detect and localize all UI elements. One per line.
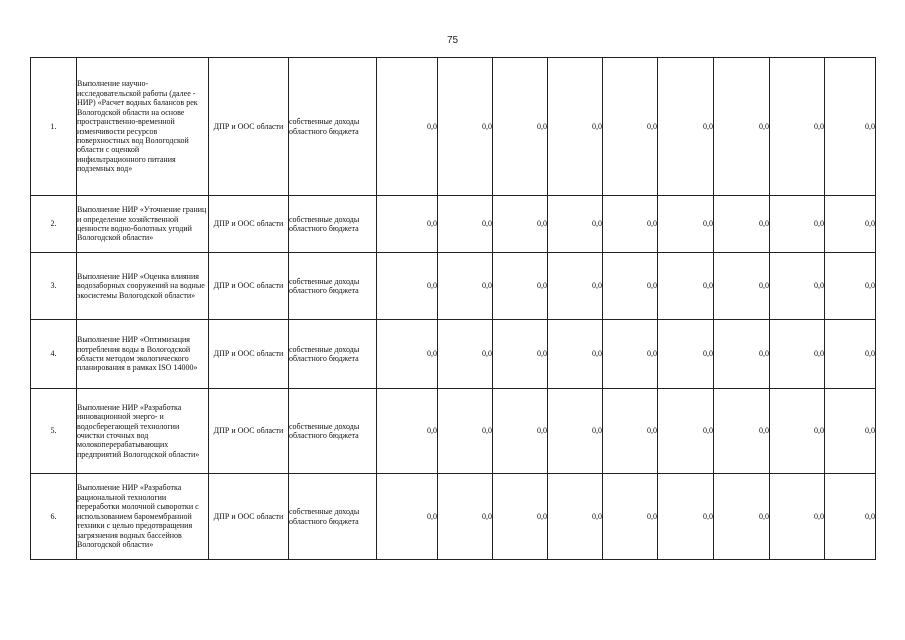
value-cell: 0,0 xyxy=(377,474,438,560)
value-cell: 0,0 xyxy=(493,253,548,320)
value-cell: 0,0 xyxy=(377,389,438,474)
table-row xyxy=(31,320,876,389)
value-cell: 0,0 xyxy=(377,196,438,253)
value-cell: 0,0 xyxy=(770,196,825,253)
measure-name: Выполнение НИР «Разработка инновационной энерго- и водосберегающей технологии очистки сточных вод молокоперерабатывающих предприятий Вологодской области» xyxy=(77,389,209,474)
value-cell: 0,0 xyxy=(438,474,493,560)
value-cell: 0,0 xyxy=(603,320,658,389)
table-row xyxy=(31,253,876,320)
value-cell: 0,0 xyxy=(658,58,714,196)
executor-cell: ДПР и ООС области xyxy=(209,196,289,253)
table-row xyxy=(31,389,876,474)
value-cell: 0,0 xyxy=(603,474,658,560)
value-cell: 0,0 xyxy=(825,253,876,320)
value-cell: 0,0 xyxy=(770,474,825,560)
funding-source-cell: собственные доходы областного бюджета xyxy=(289,474,377,560)
value-cell: 0,0 xyxy=(603,58,658,196)
executor-cell: ДПР и ООС области xyxy=(209,320,289,389)
measure-name: Выполнение научно-исследовательской работы (далее - НИР) «Расчет водных балансов рек Вологодской области на основе пространственно-временной изменчивости ресурсов поверхностных вод Вологодской области с оценкой инфильтрационного питания подземных вод» xyxy=(77,58,209,196)
measure-name: Выполнение НИР «Оценка влияния водозаборных сооружений на водные экосистемы Вологодской области» xyxy=(77,253,209,320)
value-cell: 0,0 xyxy=(825,320,876,389)
value-cell: 0,0 xyxy=(658,320,714,389)
value-cell: 0,0 xyxy=(493,320,548,389)
funding-source-cell: собственные доходы областного бюджета xyxy=(289,196,377,253)
value-cell: 0,0 xyxy=(658,474,714,560)
executor-cell: ДПР и ООС области xyxy=(209,58,289,196)
value-cell: 0,0 xyxy=(714,196,770,253)
funding-source-cell: собственные доходы областного бюджета xyxy=(289,320,377,389)
value-cell: 0,0 xyxy=(438,58,493,196)
table-row xyxy=(31,474,876,560)
value-cell: 0,0 xyxy=(603,389,658,474)
value-cell: 0,0 xyxy=(493,196,548,253)
value-cell: 0,0 xyxy=(714,474,770,560)
executor-cell: ДПР и ООС области xyxy=(209,474,289,560)
value-cell: 0,0 xyxy=(658,196,714,253)
value-cell: 0,0 xyxy=(714,389,770,474)
value-cell: 0,0 xyxy=(438,389,493,474)
value-cell: 0,0 xyxy=(825,474,876,560)
value-cell: 0,0 xyxy=(493,389,548,474)
value-cell: 0,0 xyxy=(438,320,493,389)
value-cell: 0,0 xyxy=(770,389,825,474)
value-cell: 0,0 xyxy=(714,320,770,389)
table-row xyxy=(31,58,876,196)
value-cell: 0,0 xyxy=(714,253,770,320)
value-cell: 0,0 xyxy=(548,474,603,560)
row-number: 4. xyxy=(31,320,77,389)
row-number: 5. xyxy=(31,389,77,474)
measure-name: Выполнение НИР «Разработка рациональной технологии переработки молочной сыворотки с использованием баромембранной техники с целью предотвращения загрязнения водных бассейнов Вологодской области» xyxy=(77,474,209,560)
value-cell: 0,0 xyxy=(493,58,548,196)
row-number: 3. xyxy=(31,253,77,320)
value-cell: 0,0 xyxy=(825,196,876,253)
value-cell: 0,0 xyxy=(377,253,438,320)
value-cell: 0,0 xyxy=(770,253,825,320)
value-cell: 0,0 xyxy=(825,389,876,474)
page-number: 75 xyxy=(446,35,459,46)
row-number: 2. xyxy=(31,196,77,253)
value-cell: 0,0 xyxy=(493,474,548,560)
value-cell: 0,0 xyxy=(548,253,603,320)
row-number: 6. xyxy=(31,474,77,560)
funding-source-cell: собственные доходы областного бюджета xyxy=(289,389,377,474)
measure-name: Выполнение НИР «Оптимизация потребления воды в Вологодской области методом экологического планирования в рамках ISO 14000» xyxy=(77,320,209,389)
executor-cell: ДПР и ООС области xyxy=(209,389,289,474)
value-cell: 0,0 xyxy=(825,58,876,196)
value-cell: 0,0 xyxy=(658,389,714,474)
value-cell: 0,0 xyxy=(548,320,603,389)
value-cell: 0,0 xyxy=(603,253,658,320)
value-cell: 0,0 xyxy=(770,58,825,196)
value-cell: 0,0 xyxy=(548,389,603,474)
table-row xyxy=(31,196,876,253)
measure-name: Выполнение НИР «Уточнение границ и определение хозяйственной ценности водно-болотных угодий Вологодской области» xyxy=(77,196,209,253)
value-cell: 0,0 xyxy=(377,58,438,196)
measures-table xyxy=(30,57,876,560)
executor-cell: ДПР и ООС области xyxy=(209,253,289,320)
table-body xyxy=(31,58,876,560)
row-number: 1. xyxy=(31,58,77,196)
value-cell: 0,0 xyxy=(438,196,493,253)
value-cell: 0,0 xyxy=(770,320,825,389)
value-cell: 0,0 xyxy=(548,196,603,253)
value-cell: 0,0 xyxy=(658,253,714,320)
value-cell: 0,0 xyxy=(714,58,770,196)
value-cell: 0,0 xyxy=(548,58,603,196)
funding-source-cell: собственные доходы областного бюджета xyxy=(289,253,377,320)
value-cell: 0,0 xyxy=(438,253,493,320)
value-cell: 0,0 xyxy=(603,196,658,253)
value-cell: 0,0 xyxy=(377,320,438,389)
funding-source-cell: собственные доходы областного бюджета xyxy=(289,58,377,196)
